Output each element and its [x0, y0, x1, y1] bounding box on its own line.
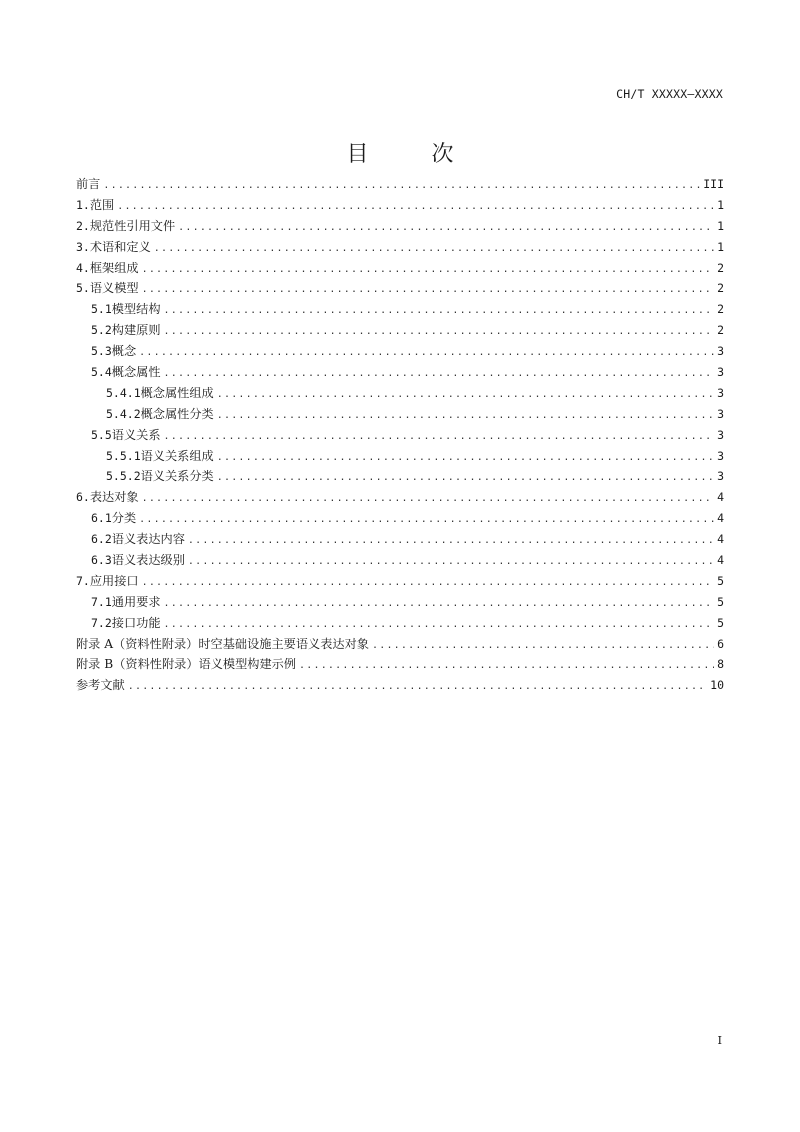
page-number: I — [717, 1033, 722, 1047]
toc-entry-page: 8 — [717, 657, 724, 672]
toc-entry[interactable] — [76, 425, 724, 446]
toc-entry[interactable] — [76, 466, 724, 487]
toc-entry[interactable] — [76, 341, 724, 362]
toc-dot-leader — [139, 343, 714, 364]
toc-dot-leader — [217, 385, 714, 406]
toc-entry-page: III — [703, 177, 724, 191]
toc-entry-page: 1 — [717, 239, 724, 254]
toc-entry[interactable] — [76, 446, 724, 467]
toc-dot-leader — [372, 636, 714, 657]
toc-entry-page: 3 — [717, 427, 724, 442]
toc-entry-label: 范围 — [89, 197, 115, 212]
toc-entry-label: 通用要求 — [111, 594, 161, 609]
toc-dot-leader — [164, 322, 715, 343]
toc-entry-number: 5.2 — [91, 323, 112, 338]
toc-entry-page: 3 — [717, 406, 724, 421]
toc-dot-leader — [217, 448, 714, 469]
toc-title: 目 次 — [346, 142, 482, 167]
toc-entry-page: 6 — [717, 636, 724, 651]
toc-entry-page: 4 — [717, 511, 724, 526]
toc-entry-number: 6.3 — [91, 553, 112, 568]
toc-entry-page: 2 — [717, 323, 724, 338]
toc-entry-page: 2 — [717, 260, 724, 275]
toc-entry-page: 5 — [717, 573, 724, 588]
toc-entry-label: 概念属性组成 — [140, 385, 214, 400]
toc-entry-page: 3 — [717, 385, 724, 400]
toc-entry-label: 语义关系 — [111, 427, 161, 442]
toc-dot-leader — [217, 406, 714, 427]
toc-entry-page: 2 — [717, 302, 724, 317]
toc-entry-number: 5.5.1 — [106, 448, 141, 463]
toc-entry-label: 语义表达内容 — [111, 532, 185, 547]
toc-entry-page: 4 — [717, 553, 724, 568]
toc-entry[interactable] — [76, 362, 724, 383]
toc-entry-number: 6.1 — [91, 511, 112, 526]
toc-entry-label: 附录 B（资料性附录）语义模型构建示例 — [76, 657, 297, 672]
toc-entry[interactable] — [76, 216, 724, 237]
toc-entry-page: 3 — [717, 365, 724, 380]
toc-entry-label: 表达对象 — [89, 490, 139, 505]
toc-entry[interactable] — [76, 195, 724, 216]
toc-entry[interactable] — [76, 320, 724, 341]
toc-dot-leader — [142, 280, 714, 301]
toc-entry-number: 7. — [76, 573, 90, 588]
toc-entry-label: 应用接口 — [89, 573, 139, 588]
toc-entry-number: 5. — [76, 281, 90, 296]
toc-entry-label: 附录 A（资料性附录）时空基础设施主要语义表达对象 — [76, 636, 369, 651]
toc-dot-leader — [164, 301, 715, 322]
toc-entry-number: 6.2 — [91, 532, 112, 547]
toc-entry-label: 构建原则 — [111, 323, 161, 338]
toc-entry-page: 4 — [717, 490, 724, 505]
toc-dot-leader — [164, 594, 715, 615]
toc-entry-label: 分类 — [111, 511, 137, 526]
toc-entry-page: 3 — [717, 448, 724, 463]
toc-entry[interactable] — [76, 634, 724, 655]
toc-dot-leader — [103, 176, 700, 197]
toc-entry-page: 1 — [717, 218, 724, 233]
toc-entry-page: 1 — [717, 197, 724, 212]
toc-dot-leader — [164, 615, 715, 636]
toc-entry-number: 5.5.2 — [106, 469, 141, 484]
toc-entry-label: 概念属性 — [111, 365, 161, 380]
toc-entry[interactable] — [76, 571, 724, 592]
toc-dot-leader — [154, 239, 714, 260]
toc-entry-number: 7.2 — [91, 615, 112, 630]
toc-entry[interactable] — [76, 174, 724, 195]
toc-entry-page: 3 — [717, 344, 724, 359]
table-of-contents — [76, 174, 724, 696]
toc-dot-leader — [164, 427, 715, 448]
toc-entry[interactable] — [76, 383, 724, 404]
toc-dot-leader — [188, 552, 714, 573]
toc-dot-leader — [217, 468, 714, 489]
toc-entry-number: 5.4 — [91, 365, 112, 380]
toc-dot-leader — [142, 260, 714, 281]
toc-entry-page: 3 — [717, 469, 724, 484]
toc-entry-page: 10 — [710, 678, 724, 693]
toc-entry-number: 3. — [76, 239, 90, 254]
toc-entry[interactable] — [76, 613, 724, 634]
toc-entry-label: 概念属性分类 — [140, 406, 214, 421]
toc-entry-number: 5.1 — [91, 302, 112, 317]
toc-entry[interactable] — [76, 508, 724, 529]
toc-dot-leader — [139, 510, 714, 531]
toc-entry-label: 前言 — [76, 177, 101, 191]
toc-entry-page: 4 — [717, 532, 724, 547]
toc-entry-label: 框架组成 — [89, 260, 139, 275]
toc-entry-number: 5.4.1 — [106, 385, 141, 400]
toc-entry-number: 6. — [76, 490, 90, 505]
toc-entry-label: 语义模型 — [89, 281, 139, 296]
toc-entry-label: 参考文献 — [76, 678, 125, 693]
toc-entry-label: 规范性引用文件 — [89, 218, 176, 233]
toc-entry[interactable] — [76, 529, 724, 550]
toc-entry-number: 7.1 — [91, 594, 112, 609]
toc-entry[interactable] — [76, 654, 724, 675]
toc-dot-leader — [117, 197, 714, 218]
toc-entry[interactable] — [76, 278, 724, 299]
toc-entry-number: 5.4.2 — [106, 406, 141, 421]
toc-dot-leader — [178, 218, 714, 239]
toc-entry-label: 语义关系分类 — [140, 469, 214, 484]
toc-entry-label: 语义表达级别 — [111, 553, 185, 568]
toc-entry[interactable] — [76, 404, 724, 425]
toc-entry-page: 5 — [717, 615, 724, 630]
toc-entry[interactable] — [76, 299, 724, 320]
toc-dot-leader — [128, 677, 707, 698]
toc-entry-number: 1. — [76, 197, 90, 212]
toc-entry-number: 5.5 — [91, 427, 112, 442]
toc-entry-page: 2 — [717, 281, 724, 296]
toc-entry-label: 模型结构 — [111, 302, 161, 317]
toc-entry[interactable] — [76, 487, 724, 508]
toc-entry-number: 2. — [76, 218, 90, 233]
document-code: CH/T XXXXX—XXXX — [616, 87, 723, 101]
toc-dot-leader — [299, 656, 714, 677]
toc-dot-leader — [188, 531, 714, 552]
toc-entry[interactable] — [76, 675, 724, 696]
toc-entry-number: 4. — [76, 260, 90, 275]
toc-entry-label: 接口功能 — [111, 615, 161, 630]
toc-entry[interactable] — [76, 237, 724, 258]
toc-entry-label: 术语和定义 — [89, 239, 151, 254]
toc-entry[interactable] — [76, 258, 724, 279]
toc-entry-label: 概念 — [111, 344, 137, 359]
toc-dot-leader — [142, 489, 714, 510]
toc-entry[interactable] — [76, 592, 724, 613]
toc-entry[interactable] — [76, 550, 724, 571]
toc-entry-page: 5 — [717, 594, 724, 609]
toc-dot-leader — [164, 364, 715, 385]
toc-entry-number: 5.3 — [91, 344, 112, 359]
toc-dot-leader — [142, 573, 714, 594]
toc-entry-label: 语义关系组成 — [140, 448, 214, 463]
